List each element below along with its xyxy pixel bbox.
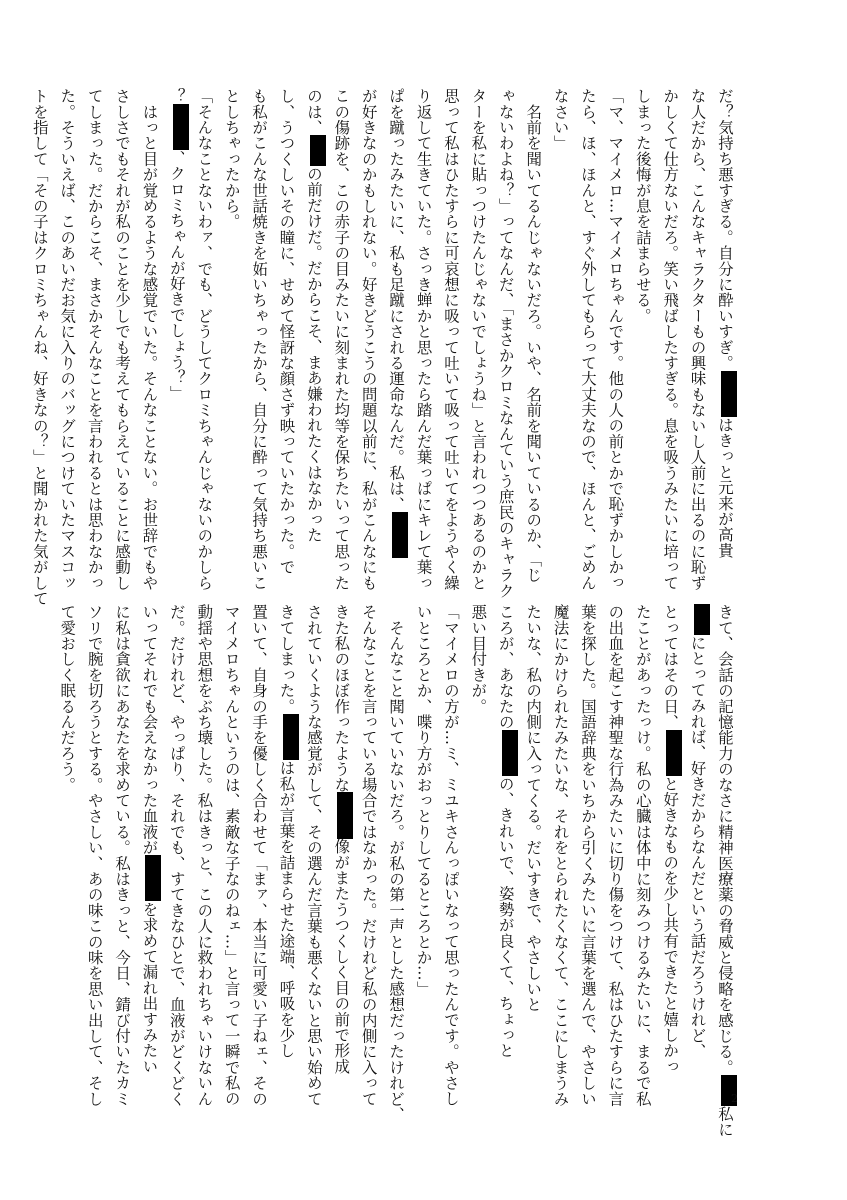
text-column: な人だから、こんなキャラクターもの興味もないし人前に出るのに恥ず <box>688 88 707 591</box>
text-column: 「マイメロの方が…ミ、ミユキさんっぽいなって思ったんです。やさし <box>441 604 460 1107</box>
text-column: この傷跡を、この赤子の目みたいに刻まれた均等を保ちたいって思った <box>332 88 351 591</box>
text-column: にとってみれば、好きだからなんだという話だろうけれど、 <box>683 604 710 1104</box>
text-column: 思って私はひたすらに可哀想に吸って吐いて吸って吐いてをようやく繰 <box>441 88 460 591</box>
text-column: たいな、私の内側に入ってくる。だいすきで、やさしいと <box>524 604 543 1013</box>
text-column: トを指して「その子はクロミちゃんね、好きなの？」と聞かれた気がして <box>30 88 49 607</box>
text-column: はっと目が覚めるような感覚でいた。そんなことない。お世辞でもや <box>140 88 159 591</box>
text-column: としちゃったから。 <box>222 88 241 230</box>
text-column: て愛おしく眠るんだろう。 <box>58 604 77 793</box>
text-column: り返して生きていた。さっき蝉かと思ったら踏んだ葉っぱにキレて葉っ <box>414 88 433 591</box>
text-column: かしくて仕方ないだろ。笑い飛ばしたすぎる。息を吸うみたいに培って <box>661 88 680 591</box>
redaction-bar <box>694 604 710 635</box>
text-column: 「そんなことないわァ、でも、どうしてクロミちゃんじゃないのかしら <box>195 88 214 591</box>
text-column: しまった後悔が息を詰まらせる。 <box>633 88 652 324</box>
text-column: ころが、あなたのの、きれいで、姿勢が良くて、ちょっと <box>491 604 518 1104</box>
text-column: さしさでもそれが私のことを少しでも考えてもらえていることに感動し <box>113 88 132 591</box>
text-column: も私がこんな世話焼きを妬いちゃったから、自分に酔って気持ち悪いこ <box>250 88 269 591</box>
text-column: 動揺や思想をぶち壊した。私はきっと、この人に救われちゃいけないん <box>195 604 214 1107</box>
text-column: だ？気持ち悪すぎる。自分に酔いすぎ。はきっと元来が高貴 <box>711 88 738 590</box>
text-column: 悪い目付きが。 <box>469 604 488 714</box>
text-column: ターを私に貼っつけたんじゃないでしょうね」と言われつつあるのかと <box>469 88 488 591</box>
redaction-bar <box>502 730 518 776</box>
redaction-bar <box>666 730 682 776</box>
text-column: とってはその日、と好きなものを少し共有できたと嬉しかっ <box>656 604 683 1104</box>
text-column: そんなことを言っている場合ではなかった。だけれど私の内側に入って <box>359 604 378 1107</box>
text-column: 名前を聞いてるんじゃないだろ。いや、名前を聞いているのか、「じ <box>524 88 543 583</box>
text-column: 「マ、マイメロ…マイメロちゃんです。他の人の前とかで恥ずかしかっ <box>606 88 625 591</box>
redaction-bar <box>283 714 299 760</box>
text-column: マイメロちゃんというのは、素敵な子なのねェ…」と言って一瞬で私の <box>222 604 241 1107</box>
text-column: 置いて、自身の手を優しく合わせて「まァ、本当に可愛い子ねェ、その <box>250 604 269 1107</box>
text-column: の出血を起こす神聖な行為みたいに切り傷をつけて、私はひたすらに言 <box>606 604 625 1107</box>
page-number: 2 <box>731 1092 738 1105</box>
text-block-bottom <box>58 604 738 1138</box>
text-column: いってそれでも会えなかった血液がを求めて漏れ出すみたい <box>135 604 162 1104</box>
redaction-bar <box>337 792 353 838</box>
text-column: ソリで腕を切ろうとする。やさしい、あの味この味を思い出して、そし <box>85 604 104 1107</box>
text-column: ぱを蹴ったみたいに、私も足蹴にされる運命なんだ。私は、 <box>382 88 409 590</box>
text-column: に私は貪欲にあなたを求めている。私はきっと、今日、錆び付いたカミ <box>113 604 132 1107</box>
text-column: きて、会話の記憶能力のなさに精神医療薬の脅威と侵略を感じる。私に <box>711 604 738 1104</box>
text-column: た。そういえば、このあいだお気に入りのバッグにつけていたマスコッ <box>58 88 77 591</box>
redaction-bar <box>721 371 737 417</box>
text-column: いところとか、喋り方がおっとりしてるところとか…」 <box>414 604 433 997</box>
text-column: 魔法にかけられたみたいな、それをとられたくなくて、ここにしまうみ <box>551 604 570 1107</box>
text-column: されていくような感覚がして、その選んだ言葉も悪くないと思い始めて <box>304 604 323 1107</box>
text-column: ？、クロミちゃんが好きでしょう？」 <box>162 88 189 590</box>
text-column: たら、ほ、ほんと、すぐ外してもらって大丈夫なので、ほんと、ごめん <box>578 88 597 591</box>
text-column: そんなこと聞いていないだろ。が私の第一声とした感想だったけれど、 <box>387 604 406 1123</box>
text-column: てしまった。だからこそ、まさかそんなことを言われるとは思わなかっ <box>85 88 104 591</box>
text-column: し、うつくしいその瞳に、せめて怪訝な顔さず映っていたかった。で <box>277 88 296 575</box>
text-column: なさい」 <box>551 88 570 151</box>
redaction-bar <box>310 135 326 166</box>
text-column: 葉を探した。国語辞典をいちから引くみたいに言葉を選んで、やさしい <box>578 604 597 1107</box>
redaction-bar <box>173 104 189 150</box>
redaction-bar <box>392 512 408 558</box>
text-column: きた私のほぼ作ったような像がまたうつくしく目の前で形成 <box>327 604 354 1104</box>
text-column: だ。だけれど、やっぱり、それでも、すてきなひとで、血液がどくどく <box>167 604 186 1107</box>
redaction-bar <box>145 855 161 901</box>
text-column: たことがあったっけ。私の心臓は体中に刻みつけるみたいに、まるで私 <box>633 604 652 1107</box>
text-block-top <box>30 88 738 607</box>
text-column: のは、の前だけだ。だからこそ、まあ嫌われたくはなかった <box>300 88 327 590</box>
text-column: きてしまった。は私が言葉を詰まらせた途端、呼吸を少し <box>272 604 299 1104</box>
text-column: ゃないわよね？」ってなんだ、「まさかクロミなんていう庶民のキャラク <box>496 88 515 599</box>
text-column: が好きなのかもしれない。好きどうこうの問題以前に、私がこんなにも <box>359 88 378 591</box>
